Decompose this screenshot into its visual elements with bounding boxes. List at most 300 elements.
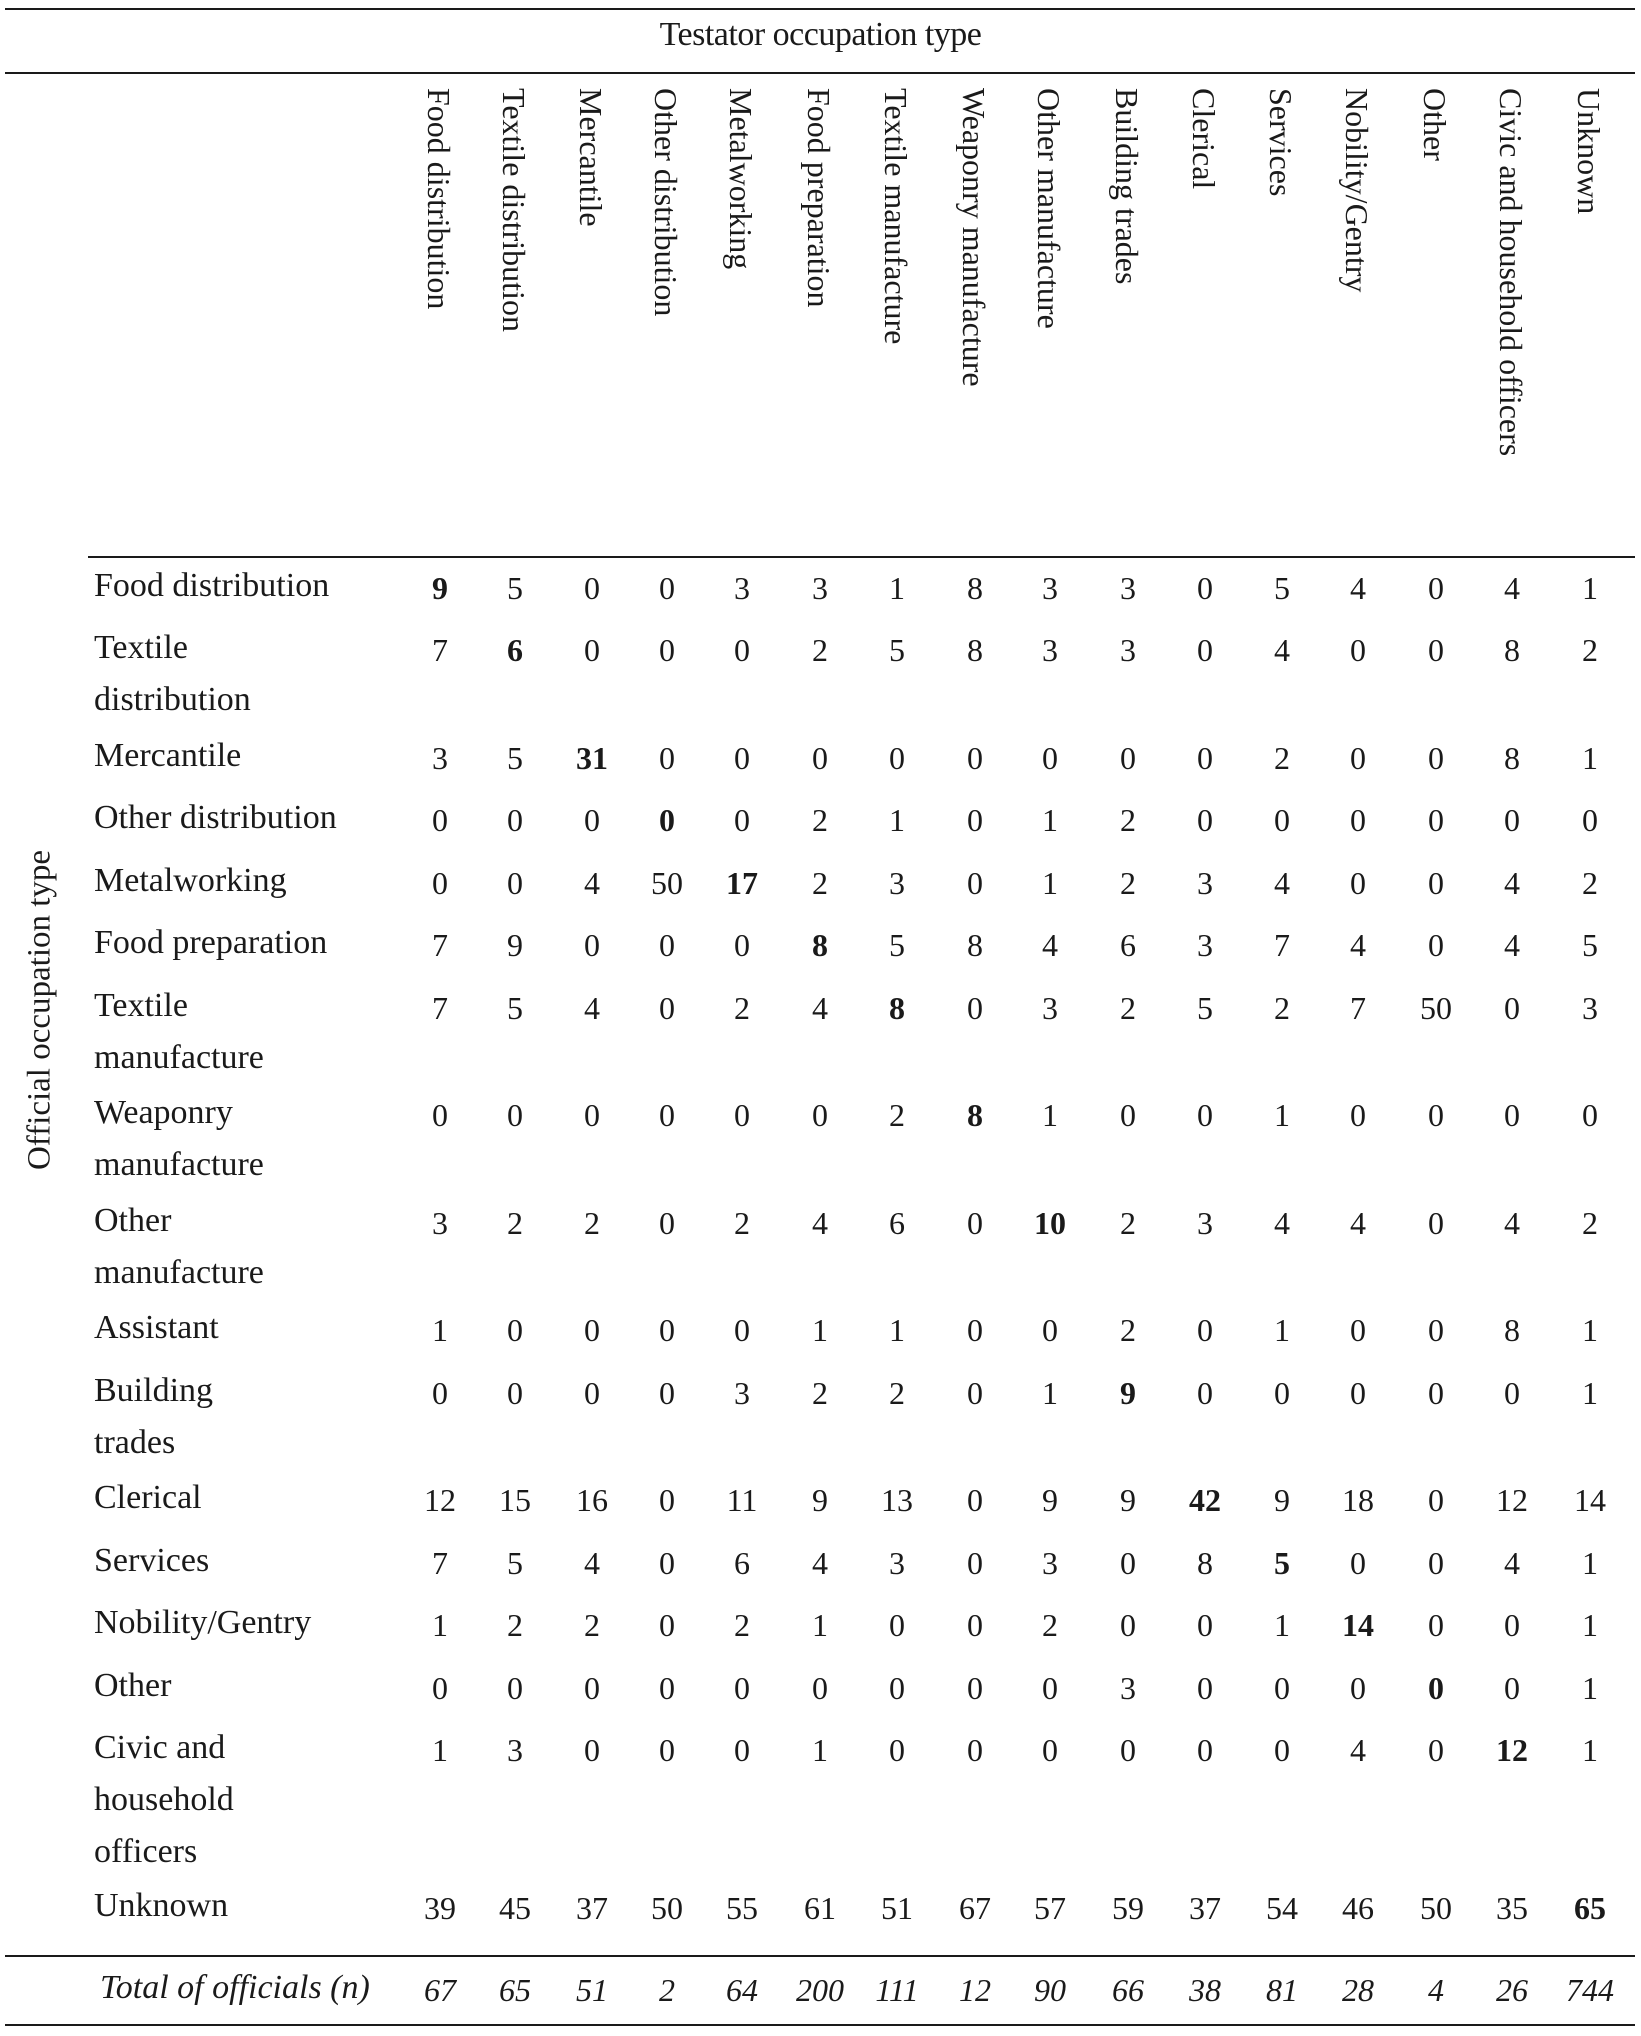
table-cell: 1 [812, 1732, 828, 1768]
table-cell: 0 [1350, 1312, 1366, 1348]
table-cell: 1 [1274, 1607, 1290, 1643]
table-cell: 0 [584, 1732, 600, 1768]
table-cell: 7 [432, 990, 448, 1026]
table-cell: 55 [726, 1890, 758, 1926]
total-cell: 65 [499, 1972, 531, 2008]
table-cell: 0 [1428, 865, 1444, 901]
top-rule [5, 8, 1635, 10]
table-cell: 2 [1120, 990, 1136, 1026]
table-cell: 0 [734, 1732, 750, 1768]
table-cell: 4 [812, 1205, 828, 1241]
table-cell: 13 [881, 1482, 913, 1518]
table-cell: 12 [1496, 1482, 1528, 1518]
table-cell: 2 [1042, 1607, 1058, 1643]
table-cell: 0 [1504, 1607, 1520, 1643]
column-header [495, 88, 535, 558]
table-cell: 0 [1197, 802, 1213, 838]
table-cell: 3 [889, 865, 905, 901]
table-cell: 67 [959, 1890, 991, 1926]
table-cell: 0 [1274, 1670, 1290, 1706]
table-cell: 3 [432, 740, 448, 776]
total-cell: 81 [1266, 1972, 1298, 2008]
table-cell: 0 [889, 1732, 905, 1768]
table-cell: 1 [889, 1312, 905, 1348]
table-cell: 4 [1504, 927, 1520, 963]
total-cell: 66 [1112, 1972, 1144, 2008]
table-cell: 2 [1120, 1205, 1136, 1241]
table-cell: 8 [1197, 1545, 1213, 1581]
table-cell: 4 [1350, 1205, 1366, 1241]
table-cell: 0 [659, 1312, 675, 1348]
row-label-line: Metalworking [94, 862, 287, 899]
column-header-label: Other distribution [648, 88, 684, 317]
table-cell: 0 [1428, 1205, 1444, 1241]
table-cell: 0 [1350, 740, 1366, 776]
table-cell: 61 [804, 1890, 836, 1926]
table-cell: 0 [659, 1482, 675, 1518]
diagonal-cell: 9 [432, 570, 448, 606]
table-cell: 0 [1350, 1375, 1366, 1411]
table-cell: 1 [432, 1732, 448, 1768]
column-header [1570, 88, 1610, 558]
diagonal-cell: 12 [1496, 1732, 1528, 1768]
table-cell: 0 [967, 1205, 983, 1241]
table-cell: 2 [812, 802, 828, 838]
table-cell: 0 [1428, 632, 1444, 668]
row-label [94, 1597, 394, 1649]
row-label-line: Clerical [94, 1479, 202, 1516]
total-cell: 26 [1496, 1972, 1528, 2008]
table-cell: 6 [889, 1205, 905, 1241]
table-cell: 0 [812, 740, 828, 776]
table-cell: 0 [1274, 1732, 1290, 1768]
table-cell: 0 [1350, 1545, 1366, 1581]
table-cell: 5 [507, 570, 523, 606]
table-cell: 0 [967, 802, 983, 838]
total-cell: 38 [1189, 1972, 1221, 2008]
table-cell: 3 [1042, 1545, 1058, 1581]
table-cell: 1 [1042, 865, 1058, 901]
table-cell: 7 [432, 1545, 448, 1581]
header-bottom-rule [88, 556, 1635, 558]
total-cell: 67 [424, 1972, 456, 2008]
table-cell: 1 [1582, 1670, 1598, 1706]
table-cell: 50 [651, 865, 683, 901]
table-cell: 0 [889, 1670, 905, 1706]
column-header-label: Food preparation [801, 88, 837, 308]
table-cell: 3 [1042, 632, 1058, 668]
table-cell: 0 [1428, 570, 1444, 606]
table-cell: 16 [576, 1482, 608, 1518]
table-cell: 0 [1197, 740, 1213, 776]
table-cell: 4 [1504, 1545, 1520, 1581]
column-group-title: Testator occupation type [659, 16, 982, 53]
table-cell: 0 [1428, 1312, 1444, 1348]
row-label [94, 622, 394, 726]
table-cell: 9 [1274, 1482, 1290, 1518]
table-cell: 5 [507, 740, 523, 776]
table-cell: 1 [1042, 1375, 1058, 1411]
table-cell: 50 [651, 1890, 683, 1926]
table-cell: 2 [889, 1097, 905, 1133]
table-cell: 0 [967, 990, 983, 1026]
table-cell: 0 [1042, 1670, 1058, 1706]
table-cell: 9 [507, 927, 523, 963]
diagonal-cell: 42 [1189, 1482, 1221, 1518]
table-cell: 4 [1504, 570, 1520, 606]
table-cell: 1 [1274, 1312, 1290, 1348]
table-cell: 0 [507, 802, 523, 838]
table-cell: 0 [889, 1607, 905, 1643]
table-cell: 0 [1504, 1670, 1520, 1706]
table-cell: 37 [576, 1890, 608, 1926]
row-label [94, 1365, 394, 1469]
table-cell: 0 [1350, 865, 1366, 901]
table-cell: 3 [432, 1205, 448, 1241]
table-cell: 0 [967, 1732, 983, 1768]
table-cell: 0 [1120, 740, 1136, 776]
table-cell: 14 [1574, 1482, 1606, 1518]
table-cell: 1 [812, 1607, 828, 1643]
table-cell: 0 [1197, 632, 1213, 668]
table-cell: 0 [1120, 1607, 1136, 1643]
column-header-label: Textile distribution [496, 88, 532, 332]
table-cell: 0 [1504, 1375, 1520, 1411]
table-cell: 0 [967, 865, 983, 901]
row-label [94, 1660, 394, 1712]
table-cell: 0 [1197, 570, 1213, 606]
table-cell: 0 [1274, 802, 1290, 838]
diagonal-cell: 8 [967, 1097, 983, 1133]
diagonal-cell: 17 [726, 865, 758, 901]
column-header-label: Clerical [1186, 88, 1222, 190]
row-label-line: Other [94, 1667, 172, 1704]
table-cell: 1 [812, 1312, 828, 1348]
row-group-title: Official occupation type [21, 849, 58, 1171]
table-cell: 4 [1274, 865, 1290, 901]
table-cell: 2 [889, 1375, 905, 1411]
table-cell: 5 [1582, 927, 1598, 963]
row-label [94, 1472, 394, 1524]
total-cell: 4 [1428, 1972, 1444, 2008]
table-cell: 5 [507, 1545, 523, 1581]
row-label [94, 1195, 394, 1299]
table-cell: 0 [734, 927, 750, 963]
column-header [955, 88, 995, 558]
row-label-line: trades [94, 1424, 176, 1461]
table-cell: 0 [812, 1097, 828, 1133]
column-header [1185, 88, 1225, 558]
table-cell: 0 [432, 1097, 448, 1133]
table-cell: 0 [659, 1545, 675, 1581]
table-cell: 0 [659, 1670, 675, 1706]
table-cell: 0 [734, 1097, 750, 1133]
row-label-line: officers [94, 1833, 198, 1870]
table-cell: 51 [881, 1890, 913, 1926]
table-cell: 4 [812, 990, 828, 1026]
table-cell: 1 [1582, 1312, 1598, 1348]
table-cell: 11 [726, 1482, 758, 1518]
row-label-line: Textile [94, 987, 188, 1024]
table-cell: 0 [1042, 1312, 1058, 1348]
row-label-line: Weaponry [94, 1094, 233, 1131]
total-row-label: Total of officials (n) [100, 1969, 370, 2006]
column-header [1416, 88, 1456, 558]
row-label-line: Food preparation [94, 924, 328, 961]
column-header [420, 88, 460, 558]
table-cell: 46 [1342, 1890, 1374, 1926]
table-cell: 3 [734, 1375, 750, 1411]
table-cell: 1 [1042, 1097, 1058, 1133]
total-top-rule [5, 1955, 1635, 1957]
table-cell: 0 [1120, 1732, 1136, 1768]
table-cell: 35 [1496, 1890, 1528, 1926]
row-label [94, 730, 394, 782]
column-header-label: Unknown [1571, 88, 1607, 215]
table-cell: 1 [889, 570, 905, 606]
table-cell: 0 [734, 1670, 750, 1706]
diagonal-cell: 14 [1342, 1607, 1374, 1643]
table-cell: 0 [1428, 1545, 1444, 1581]
table-cell: 0 [889, 740, 905, 776]
table-cell: 0 [659, 927, 675, 963]
table-cell: 4 [812, 1545, 828, 1581]
table-cell: 0 [1120, 1097, 1136, 1133]
table-cell: 3 [1120, 570, 1136, 606]
table-cell: 0 [507, 865, 523, 901]
row-label-line: Assistant [94, 1309, 219, 1346]
total-cell: 111 [875, 1972, 919, 2008]
table-cell: 2 [1582, 865, 1598, 901]
table-cell: 0 [1428, 802, 1444, 838]
table-cell: 0 [507, 1670, 523, 1706]
table-cell: 8 [967, 927, 983, 963]
row-label [94, 980, 394, 1084]
table-cell: 8 [1504, 740, 1520, 776]
row-label-line: Textile [94, 629, 188, 666]
table-cell: 3 [1197, 865, 1213, 901]
table-cell: 0 [1042, 1732, 1058, 1768]
total-cell: 744 [1566, 1972, 1614, 2008]
table-cell: 0 [1197, 1312, 1213, 1348]
table-cell: 0 [1197, 1607, 1213, 1643]
table-cell: 0 [507, 1097, 523, 1133]
column-header [1108, 88, 1148, 558]
row-label-line: Unknown [94, 1887, 229, 1924]
table-cell: 54 [1266, 1890, 1298, 1926]
column-header [1030, 88, 1070, 558]
column-header-label: Other [1417, 88, 1453, 161]
table-cell: 0 [659, 1732, 675, 1768]
table-cell: 4 [584, 990, 600, 1026]
table-cell: 0 [584, 1097, 600, 1133]
table-cell: 2 [1120, 1312, 1136, 1348]
table-cell: 1 [1042, 802, 1058, 838]
row-label-line: Other [94, 1202, 172, 1239]
table-cell: 3 [1042, 570, 1058, 606]
table-cell: 0 [432, 802, 448, 838]
table-cell: 0 [1428, 1732, 1444, 1768]
table-cell: 18 [1342, 1482, 1374, 1518]
table-cell: 50 [1420, 990, 1452, 1026]
table-cell: 12 [424, 1482, 456, 1518]
table-cell: 4 [1504, 1205, 1520, 1241]
table-cell: 0 [1504, 802, 1520, 838]
row-label [94, 1722, 394, 1878]
table-cell: 1 [1582, 740, 1598, 776]
table-cell: 0 [584, 1670, 600, 1706]
table-cell: 4 [1350, 570, 1366, 606]
table-cell: 0 [432, 865, 448, 901]
diagonal-cell: 0 [659, 802, 675, 838]
table-cell: 4 [584, 865, 600, 901]
total-cell: 28 [1342, 1972, 1374, 2008]
total-cell: 51 [576, 1972, 608, 2008]
row-label-line: Other distribution [94, 799, 337, 836]
row-label [94, 560, 394, 612]
table-cell: 3 [1120, 1670, 1136, 1706]
table-cell: 0 [432, 1375, 448, 1411]
column-header-label: Mercantile [573, 88, 609, 227]
table-cell: 7 [432, 632, 448, 668]
table-cell: 59 [1112, 1890, 1144, 1926]
table-cell: 2 [1120, 865, 1136, 901]
table-cell: 9 [1120, 1482, 1136, 1518]
table-cell: 0 [1350, 1670, 1366, 1706]
table-cell: 1 [1582, 570, 1598, 606]
table-cell: 50 [1420, 1890, 1452, 1926]
table-cell: 2 [812, 865, 828, 901]
total-cell: 64 [726, 1972, 758, 2008]
table-cell: 0 [1428, 927, 1444, 963]
column-header [877, 88, 917, 558]
table-cell: 0 [432, 1670, 448, 1706]
column-header [1338, 88, 1378, 558]
row-label-line: household [94, 1781, 234, 1818]
column-header-label: Civic and household officers [1493, 88, 1529, 457]
column-header-label: Building trades [1109, 88, 1145, 285]
table-cell: 0 [967, 1482, 983, 1518]
table-cell: 0 [1197, 1732, 1213, 1768]
table-cell: 0 [507, 1312, 523, 1348]
table-cell: 3 [1042, 990, 1058, 1026]
row-label [94, 792, 394, 844]
total-cell: 2 [659, 1972, 675, 2008]
table-cell: 0 [1120, 1545, 1136, 1581]
table-cell: 2 [1582, 632, 1598, 668]
table-cell: 39 [424, 1890, 456, 1926]
row-label [94, 1302, 394, 1354]
row-label-line: Food distribution [94, 567, 330, 604]
row-label [94, 1535, 394, 1587]
table-cell: 0 [1428, 1375, 1444, 1411]
table-cell: 7 [1274, 927, 1290, 963]
table-cell: 5 [889, 632, 905, 668]
table-cell: 0 [1197, 1670, 1213, 1706]
table-cell: 0 [1350, 1097, 1366, 1133]
table-cell: 2 [812, 632, 828, 668]
table-cell: 0 [967, 1312, 983, 1348]
table-cell: 0 [967, 1545, 983, 1581]
column-header-label: Food distribution [421, 88, 457, 310]
row-label-line: Services [94, 1542, 210, 1579]
table-cell: 7 [1350, 990, 1366, 1026]
table-cell: 0 [659, 1607, 675, 1643]
column-header [647, 88, 687, 558]
table-cell: 1 [1582, 1545, 1598, 1581]
table-cell: 0 [1350, 632, 1366, 668]
table-cell: 2 [507, 1607, 523, 1643]
table-cell: 0 [967, 1375, 983, 1411]
table-cell: 4 [584, 1545, 600, 1581]
column-header [1262, 88, 1302, 558]
table-cell: 4 [1350, 1732, 1366, 1768]
table-cell: 2 [1582, 1205, 1598, 1241]
column-header [572, 88, 612, 558]
table-cell: 0 [1350, 802, 1366, 838]
table-cell: 8 [967, 632, 983, 668]
table-cell: 2 [812, 1375, 828, 1411]
table-cell: 1 [432, 1607, 448, 1643]
table-cell: 0 [659, 632, 675, 668]
table-cell: 4 [1274, 632, 1290, 668]
table-cell: 4 [1274, 1205, 1290, 1241]
row-label [94, 1880, 394, 1932]
table-cell: 0 [1197, 1097, 1213, 1133]
table-cell: 1 [432, 1312, 448, 1348]
table-cell: 15 [499, 1482, 531, 1518]
row-label-line: distribution [94, 681, 251, 718]
column-header-label: Weaponry manufacture [956, 88, 992, 387]
table-cell: 0 [584, 570, 600, 606]
table-cell: 2 [734, 1205, 750, 1241]
table-cell: 0 [1504, 1097, 1520, 1133]
table-cell: 0 [1274, 1375, 1290, 1411]
table-cell: 5 [1197, 990, 1213, 1026]
table-cell: 0 [734, 802, 750, 838]
table-cell: 0 [659, 1205, 675, 1241]
column-header-label: Services [1263, 88, 1299, 197]
diagonal-cell: 65 [1574, 1890, 1606, 1926]
diagonal-cell: 5 [1274, 1545, 1290, 1581]
row-label [94, 1087, 394, 1191]
table-cell: 0 [584, 1312, 600, 1348]
table-cell: 57 [1034, 1890, 1066, 1926]
table-cell: 5 [1274, 570, 1290, 606]
table-cell: 2 [507, 1205, 523, 1241]
table-cell: 1 [1582, 1375, 1598, 1411]
table-cell: 0 [1428, 740, 1444, 776]
row-label-line: Mercantile [94, 737, 242, 774]
bottom-rule [5, 2024, 1635, 2026]
table-cell: 5 [507, 990, 523, 1026]
column-header [800, 88, 840, 558]
table-cell: 0 [584, 632, 600, 668]
table-cell: 3 [507, 1732, 523, 1768]
table-cell: 2 [734, 1607, 750, 1643]
table-cell: 3 [1120, 632, 1136, 668]
table-cell: 0 [1582, 802, 1598, 838]
table-cell: 0 [1428, 1482, 1444, 1518]
table-cell: 6 [1120, 927, 1136, 963]
diagonal-cell: 10 [1034, 1205, 1066, 1241]
table-cell: 0 [1504, 990, 1520, 1026]
table-cell: 2 [1120, 802, 1136, 838]
total-cell: 12 [959, 1972, 991, 2008]
total-cell: 90 [1034, 1972, 1066, 2008]
table-cell: 4 [1042, 927, 1058, 963]
table-cell: 0 [584, 1375, 600, 1411]
